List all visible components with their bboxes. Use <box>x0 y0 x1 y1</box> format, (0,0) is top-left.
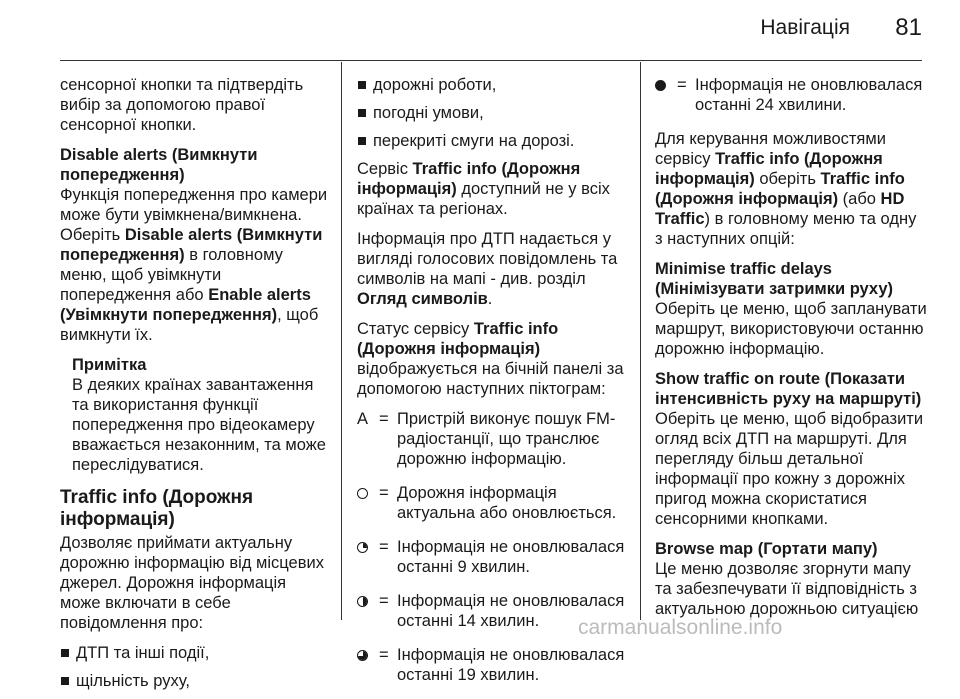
column-3 <box>655 75 927 629</box>
list-item: ДТП та інші події, <box>60 643 330 663</box>
info-presentation-text: Інформація про ДТП надається у вигляді голосових повідомлень та символів на мапі - див. розділ Огляд символів. <box>357 230 618 308</box>
control-options-text: Для керування можливостями сервісу Traffic info (Дорожня інформація) оберіть Traffic info (Дорожня інформація) (або HD Traffic) в головному меню та одну з наступних опцій: <box>655 130 917 248</box>
list-item: перекриті смуги на дорозі. <box>357 131 629 151</box>
legend-row: = Інформація не оновлювалася останні 24 хвилини. <box>655 75 927 115</box>
traffic-info-intro: Дозволяє приймати актуальну дорожню інформацію від місцевих джерел. Дорожня інформація може включати в себе повідомлення про: <box>60 534 324 632</box>
quarter-circle-icon <box>357 542 368 553</box>
legend-row: = Інформація не оновлювалася останні 19 хвилин. <box>357 645 629 685</box>
minimise-delays-heading: Minimise traffic delays (Мінімізувати затримки руху) <box>655 260 893 298</box>
page-number: 81 <box>895 14 922 41</box>
page-title: Навігація <box>760 16 850 39</box>
watermark: carmanualsonline.info <box>578 616 783 639</box>
list-item: щільність руху, <box>60 671 330 691</box>
minimise-delays-text: Оберіть це меню, щоб запланувати маршрут, використовуючи останню дорожню інформацію. <box>655 300 927 358</box>
empty-circle-icon <box>357 488 368 499</box>
traffic-info-section-title: Traffic info (Дорожня інформація) <box>60 487 254 530</box>
legend-row: = Інформація не оновлювалася останні 9 хвилин. <box>357 537 629 577</box>
three-quarter-circle-icon <box>357 650 368 661</box>
column-2 <box>357 75 629 699</box>
note-title: Примітка <box>72 356 147 374</box>
browse-map-text: Це меню дозволяє згорнути мапу та забезпечувати її відповідність з актуальною дорожньою ситуацією <box>655 560 919 618</box>
column-divider-1 <box>341 62 342 620</box>
browse-map-heading: Browse map (Гортати мапу) <box>655 540 878 558</box>
paragraph-continuation: сенсорної кнопки та підтвердіть вибір за допомогою правої сенсорної кнопки. <box>60 76 304 134</box>
legend-row: = Інформація не оновлювалася останні 14 хвилин. <box>357 591 629 631</box>
disable-alerts-text: Функція попередження про камери може бути увімкнена/вимкнена. Оберіть Disable alerts (Вимкнути попередження) в головному меню, щоб увімкнути попередження або Enable alerts (Увімкнути попередження), щоб вимкнути їх. <box>60 186 328 344</box>
header-rule <box>60 60 922 61</box>
note-box <box>60 355 330 475</box>
disable-alerts-heading: Disable alerts (Вимкнути попередження) <box>60 146 258 184</box>
letter-a-icon: A <box>357 410 369 428</box>
status-text: Статус сервісу Traffic info (Дорожня інформація) відображується на бічній панелі за допомогою наступних піктограм: <box>357 320 624 398</box>
half-circle-icon <box>357 596 368 607</box>
full-circle-icon <box>655 80 666 91</box>
show-traffic-text: Оберіть це меню, щоб відобразити огляд всіх ДТП на маршруті. Для перегляду більш детальної інформації про кожну з дорожніх пригод можна скористатися сенсорними кнопками. <box>655 410 924 528</box>
list-item: дорожні роботи, <box>357 75 629 95</box>
legend-row: A = Пристрій виконує пошук FM-радіостанції, що транслює дорожню інформацію. <box>357 410 616 468</box>
list-item: погодні умови, <box>357 103 629 123</box>
legend-row: = Дорожня інформація актуальна або оновлюється. <box>357 483 629 523</box>
service-availability-text: Сервіс Traffic info (Дорожня інформація) доступний не у всіх країнах та регіонах. <box>357 160 610 218</box>
note-text: В деяких країнах завантаження та використання функції попередження про відеокамеру вважається незаконним, та може переслідуватися. <box>72 376 326 474</box>
column-divider-2 <box>640 62 641 620</box>
column-1 <box>60 75 330 699</box>
page-header <box>0 0 960 60</box>
show-traffic-heading: Show traffic on route (Показати інтенсивність руху на маршруті) <box>655 370 922 408</box>
